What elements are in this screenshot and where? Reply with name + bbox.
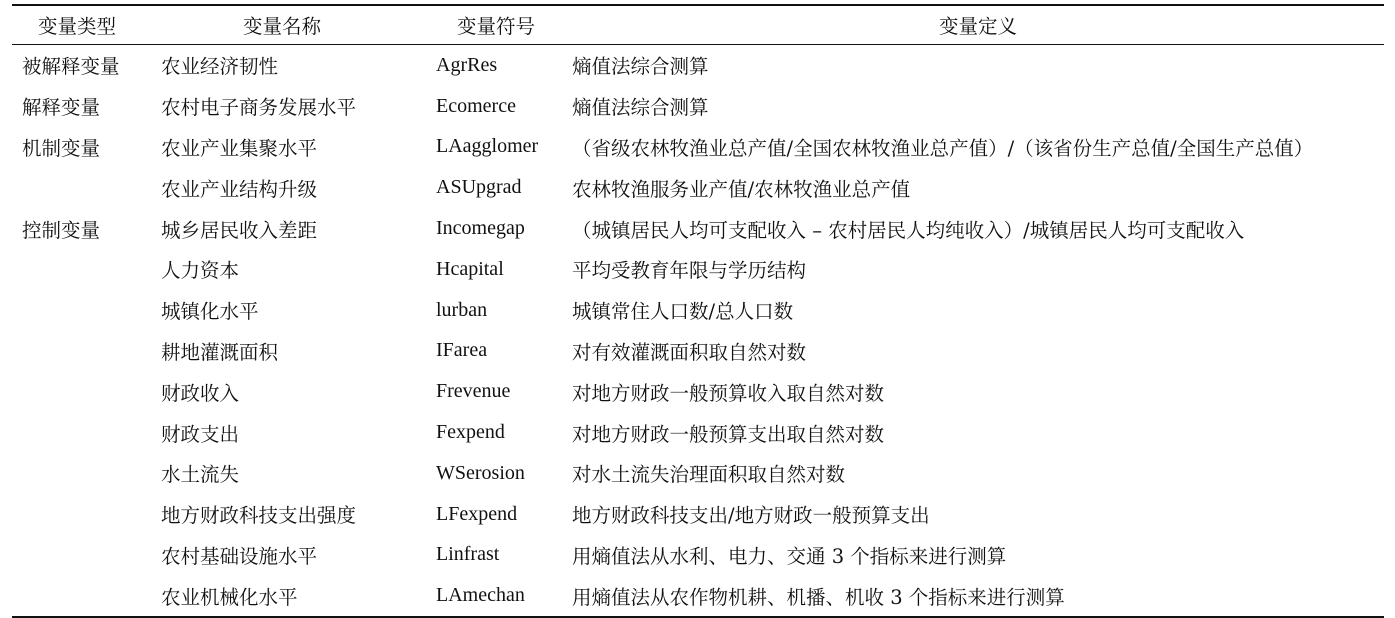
cell-variable-type bbox=[22, 535, 162, 576]
cell-variable-symbol: WSerosion bbox=[436, 461, 525, 484]
table-row bbox=[12, 331, 1384, 372]
cell-variable-name: 财政支出 bbox=[161, 422, 240, 446]
cell-variable-definition: （城镇居民人均可支配收入 – 农村居民人均纯收入）/城镇居民人均可支配收入 bbox=[572, 218, 1245, 242]
cell-variable-definition: 农林牧渔服务业产值/农林牧渔业总产值 bbox=[572, 177, 911, 201]
cell-variable-type bbox=[22, 290, 162, 331]
cell-variable-symbol: LFexpend bbox=[436, 502, 518, 525]
cell-variable-symbol: IFarea bbox=[436, 339, 488, 362]
cell-variable-type: 解释变量 bbox=[22, 96, 101, 120]
cell-variable-type: 机制变量 bbox=[22, 136, 101, 160]
cell-variable-symbol: ASUpgrad bbox=[436, 176, 522, 199]
table-row bbox=[12, 208, 1384, 249]
cell-variable-name: 农业产业集聚水平 bbox=[161, 136, 318, 160]
header-variable-definition: 变量定义 bbox=[938, 15, 1017, 38]
table-row bbox=[12, 127, 1384, 168]
cell-variable-name: 农业产业结构升级 bbox=[161, 177, 318, 201]
cell-variable-symbol: Ecomerce bbox=[436, 94, 516, 117]
cell-variable-name: 城乡居民收入差距 bbox=[161, 218, 318, 242]
cell-variable-definition: 地方财政科技支出/地方财政一般预算支出 bbox=[572, 504, 930, 528]
table-header-row bbox=[12, 6, 1384, 44]
cell-variable-symbol: lurban bbox=[436, 298, 488, 321]
table-row bbox=[12, 494, 1384, 535]
cell-variable-type bbox=[22, 412, 162, 453]
cell-variable-type: 被解释变量 bbox=[22, 55, 120, 79]
cell-variable-name: 农业机械化水平 bbox=[161, 585, 298, 609]
cell-variable-type bbox=[22, 331, 162, 372]
table-row bbox=[12, 167, 1384, 208]
table-row bbox=[12, 575, 1384, 616]
cell-variable-definition: 城镇常住人口数/总人口数 bbox=[572, 300, 794, 324]
cell-variable-type: 控制变量 bbox=[22, 218, 101, 242]
cell-variable-name: 耕地灌溉面积 bbox=[161, 340, 279, 364]
cell-variable-name: 地方财政科技支出强度 bbox=[161, 504, 357, 528]
cell-variable-definition: （省级农林牧渔业总产值/全国农林牧渔业总产值）/（该省份生产总值/全国生产总值） bbox=[572, 136, 1314, 160]
cell-variable-name: 城镇化水平 bbox=[161, 300, 259, 324]
cell-variable-symbol: Fexpend bbox=[436, 421, 505, 444]
cell-variable-type bbox=[22, 167, 162, 208]
cell-variable-definition: 用熵值法从农作物机耕、机播、机收 3 个指标来进行测算 bbox=[572, 585, 1065, 609]
cell-variable-definition: 熵值法综合测算 bbox=[572, 96, 709, 120]
cell-variable-name: 农业经济韧性 bbox=[161, 55, 279, 79]
cell-variable-symbol: AgrRes bbox=[436, 53, 498, 76]
cell-variable-type bbox=[22, 453, 162, 494]
cell-variable-name: 财政收入 bbox=[161, 381, 240, 405]
cell-variable-definition: 对地方财政一般预算支出取自然对数 bbox=[572, 422, 885, 446]
table-row bbox=[12, 412, 1384, 453]
cell-variable-symbol: LAagglomer bbox=[436, 135, 539, 158]
cell-variable-symbol: LAmechan bbox=[436, 584, 525, 607]
cell-variable-name: 人力资本 bbox=[161, 259, 240, 283]
cell-variable-name: 水土流失 bbox=[161, 463, 240, 487]
table-body bbox=[12, 45, 1384, 616]
cell-variable-type bbox=[22, 249, 162, 290]
cell-variable-definition: 对有效灌溉面积取自然对数 bbox=[572, 340, 807, 364]
header-variable-symbol: 变量符号 bbox=[456, 15, 535, 38]
table-row bbox=[12, 249, 1384, 290]
cell-variable-definition: 用熵值法从水利、电力、交通 3 个指标来进行测算 bbox=[572, 544, 1007, 568]
cell-variable-type bbox=[22, 575, 162, 616]
cell-variable-symbol: Linfrast bbox=[436, 543, 500, 566]
cell-variable-name: 农村基础设施水平 bbox=[161, 544, 318, 568]
cell-variable-type bbox=[22, 494, 162, 535]
table-row bbox=[12, 45, 1384, 86]
variable-definition-table bbox=[12, 4, 1384, 618]
cell-variable-definition: 平均受教育年限与学历结构 bbox=[572, 259, 807, 283]
header-variable-type: 变量类型 bbox=[37, 15, 116, 38]
table-row bbox=[12, 290, 1384, 331]
cell-variable-symbol: Frevenue bbox=[436, 380, 511, 403]
cell-variable-definition: 熵值法综合测算 bbox=[572, 55, 709, 79]
cell-variable-symbol: Hcapital bbox=[436, 257, 504, 280]
table-row bbox=[12, 86, 1384, 127]
cell-variable-symbol: Incomegap bbox=[436, 217, 525, 240]
table-row bbox=[12, 453, 1384, 494]
cell-variable-definition: 对水土流失治理面积取自然对数 bbox=[572, 463, 846, 487]
table-row bbox=[12, 535, 1384, 576]
cell-variable-name: 农村电子商务发展水平 bbox=[161, 96, 357, 120]
cell-variable-definition: 对地方财政一般预算收入取自然对数 bbox=[572, 381, 885, 405]
cell-variable-type bbox=[22, 371, 162, 412]
header-variable-name: 变量名称 bbox=[242, 15, 321, 38]
table-row bbox=[12, 371, 1384, 412]
